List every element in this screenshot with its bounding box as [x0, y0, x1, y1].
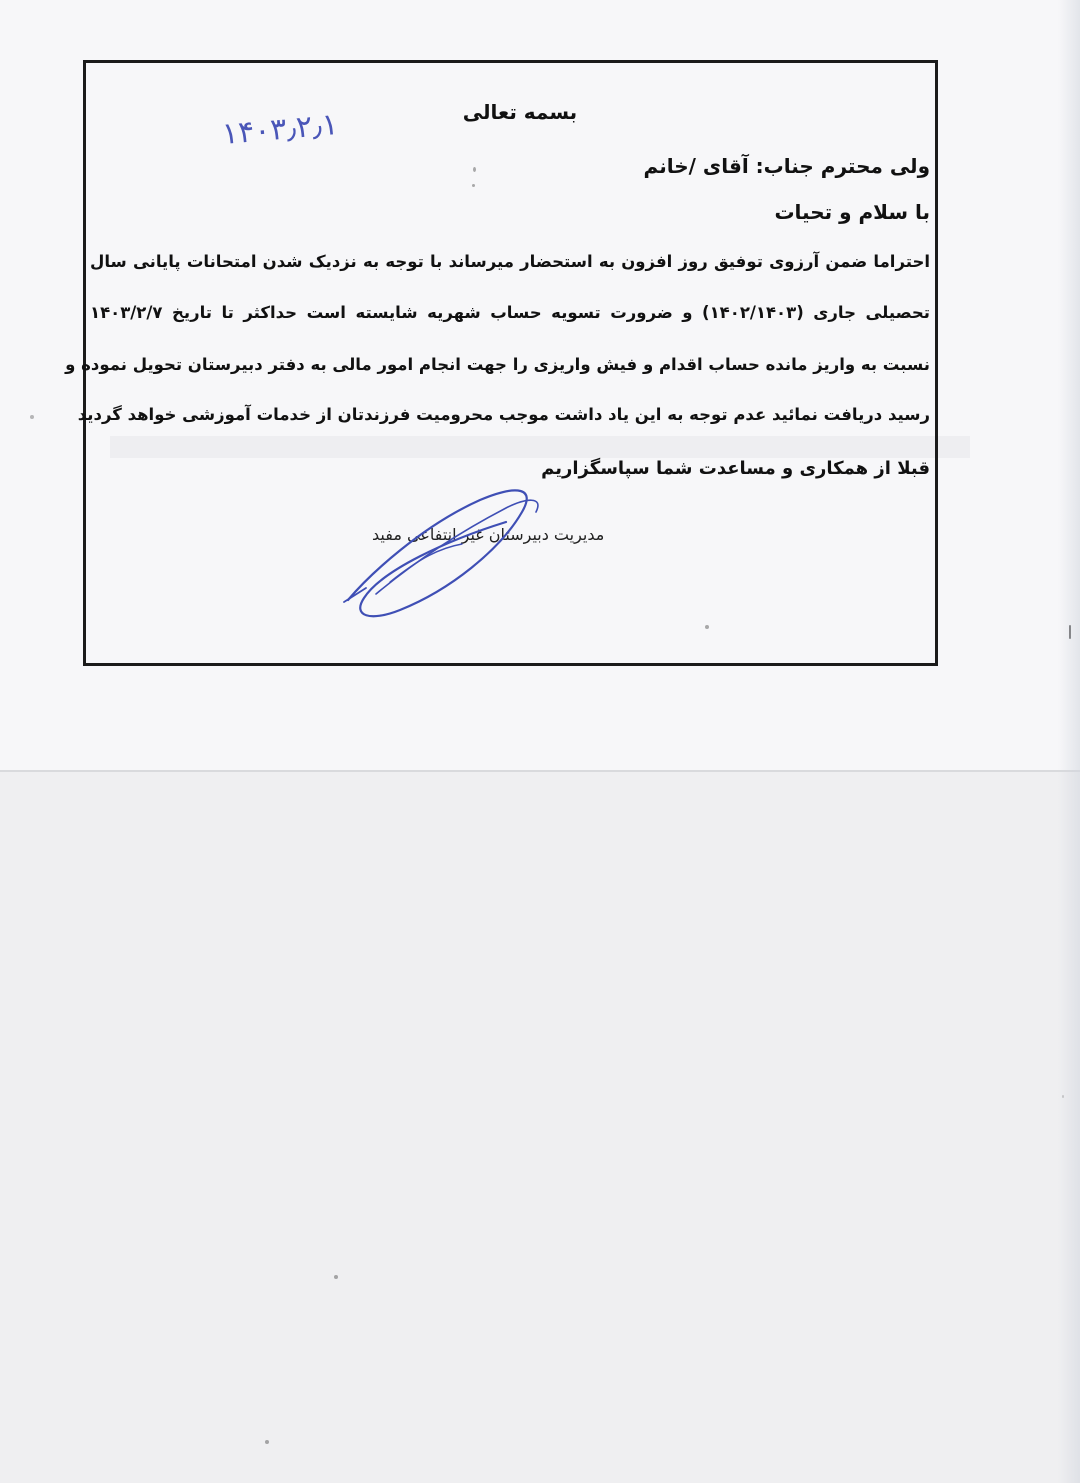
letter-heading: بسمه تعالی [462, 100, 578, 124]
scan-speck [472, 184, 475, 187]
letter-salutation: ولی محترم جناب: آقای /خانم [643, 154, 930, 178]
letter-greeting: با سلام و تحیات [774, 200, 930, 224]
letter-closing: قبلا از همکاری و مساعدت شما سپاسگزاریم [541, 458, 930, 479]
scan-speck [705, 625, 709, 629]
scan-speck [265, 1440, 269, 1444]
scan-speck [30, 415, 34, 419]
scan-speck [473, 167, 476, 172]
body-line: تحصیلی جاری (۱۴۰۲/۱۴۰۳) و ضرورت تسویه حساب شهریه شایسته است حداکثر تا تاریخ ۱۴۰۳/۲/۷ [90, 303, 930, 322]
body-line: احتراما ضمن آرزوی توفیق روز افزون به استحضار میرساند با توجه به نزدیک شدن امتحانات پایانی سال [90, 252, 930, 271]
scanner-background [0, 772, 1080, 1483]
body-line: نسبت به واریز مانده حساب اقدام و فیش واریزی را جهت انجام امور مالی به دفتر دبیرستان تحویل نموده و [65, 355, 930, 374]
scanner-edge-shadow [1058, 0, 1080, 1483]
handwritten-date: ۱۴۰۳٫۲٫۱ [220, 107, 340, 152]
scan-speck [334, 1275, 338, 1279]
handwritten-signature [330, 478, 570, 638]
body-line: رسید دریافت نمائید عدم توجه به این یاد داشت موجب محرومیت فرزندتان از خدمات آموزشی خواهد گردید [77, 405, 930, 424]
signature-title: مدیریت دبیرستان غیر انتفاعی مفید [372, 525, 605, 544]
